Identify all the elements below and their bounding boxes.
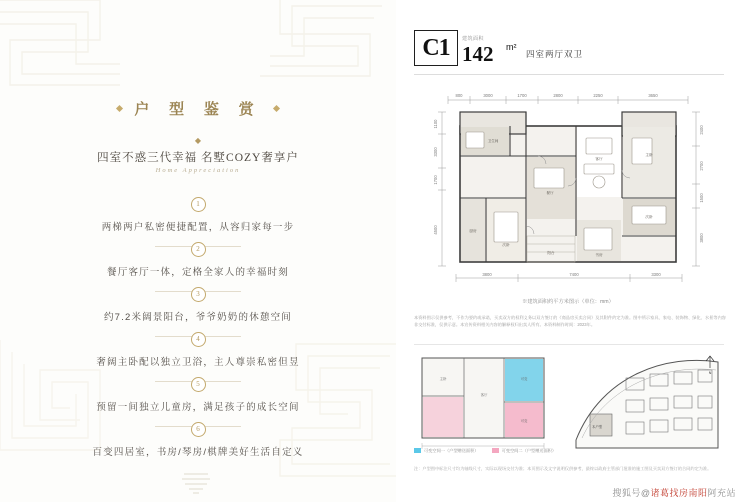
feature-text: 预留一间独立儿童房，满足孩子的成长空间 xyxy=(96,402,300,413)
svg-text:2800: 2800 xyxy=(553,93,563,98)
unit-code-box xyxy=(414,30,458,66)
svg-text:1100: 1100 xyxy=(433,119,438,129)
svg-text:可变: 可变 xyxy=(520,377,528,381)
watermark-suffix: 阿充站 xyxy=(707,488,736,498)
unit-code-text: C1 xyxy=(422,34,450,61)
feature-number: 3 xyxy=(191,287,206,302)
sub-diamond-icon: ◆ xyxy=(194,136,202,145)
svg-text:主卧: 主卧 xyxy=(439,377,447,381)
svg-text:800: 800 xyxy=(455,93,463,98)
feature-text: 百变四居室，书房/琴房/棋牌美好生活自定义 xyxy=(92,447,304,458)
area-unit: m² xyxy=(506,42,517,52)
floor-plan-drawing xyxy=(426,86,710,296)
svg-text:2250: 2250 xyxy=(593,93,603,98)
plan-caption: ※建筑面积约平方米图示（单位：mm） xyxy=(522,299,614,305)
svg-text:3000: 3000 xyxy=(483,93,493,98)
area-label: 建筑面积 xyxy=(462,36,485,42)
svg-text:1700: 1700 xyxy=(517,93,527,98)
section-divider xyxy=(414,344,724,345)
feature-number: 6 xyxy=(191,422,206,437)
svg-text:次卧: 次卧 xyxy=(502,243,510,247)
legend-label-variant-1: 可变空间一（户型赠送面积） xyxy=(424,448,479,453)
feature-number: 4 xyxy=(191,332,206,347)
svg-text:3800: 3800 xyxy=(699,233,704,243)
disclaimer-text: 本资料图示仅供参考，不作为要约或承诺，买卖双方的权利义务以双方签订的《商品房买卖合同》及其附件约定为准。图中所示家具、家电、装饰物、绿化、水景等内容非交付标准，仅供示意。本宣传资料相关内容的解释权归出卖人所有。本资料制作时间：2023年。 xyxy=(414,315,726,327)
svg-text:1500: 1500 xyxy=(699,193,704,203)
svg-text:1700: 1700 xyxy=(433,175,438,185)
right-panel xyxy=(396,0,740,502)
feature-item xyxy=(0,418,396,458)
area-value: 142 xyxy=(462,42,494,66)
feature-text: 奢阔主卧配以独立卫浴，主人尊崇私密但昱 xyxy=(96,357,300,368)
variant-plan-diagram xyxy=(414,352,559,462)
legend xyxy=(414,448,556,454)
svg-text:3300: 3300 xyxy=(433,147,438,157)
headline-text: 四室不惑三代幸福 名墅COZY奢享户 xyxy=(97,152,299,164)
svg-text:卫生间: 卫生间 xyxy=(487,139,499,143)
svg-text:客厅: 客厅 xyxy=(595,157,603,161)
svg-text:餐厅: 餐厅 xyxy=(546,191,554,195)
svg-text:书房: 书房 xyxy=(595,253,603,257)
feature-number: 1 xyxy=(191,197,206,212)
svg-text:2700: 2700 xyxy=(699,161,704,171)
feature-text: 约7.2米阔景阳台，爷爷奶奶的休憩空间 xyxy=(103,312,292,323)
svg-text:厨房: 厨房 xyxy=(469,229,477,233)
svg-text:4500: 4500 xyxy=(433,225,438,235)
svg-text:3800: 3800 xyxy=(482,272,492,277)
svg-text:N: N xyxy=(708,371,712,375)
site-layout-diagram xyxy=(572,352,724,462)
diamond-icon-left xyxy=(116,105,123,112)
brand-logo-icon xyxy=(176,470,216,496)
legend-label-variant-2: 可变空间二（户型赠送面积） xyxy=(501,448,557,453)
svg-text:3300: 3300 xyxy=(651,272,661,277)
watermark xyxy=(612,486,736,499)
svg-text:阳台: 阳台 xyxy=(547,251,555,255)
feature-number: 5 xyxy=(191,377,206,392)
room-config-text: 四室两厅双卫 xyxy=(526,49,584,59)
section-title xyxy=(0,98,396,119)
watermark-prefix: 搜狐号@ xyxy=(612,488,651,498)
watermark-highlight: 诸葛找房南阳 xyxy=(650,488,708,498)
feature-text: 餐厅客厅一体，定格全家人的幸福时刻 xyxy=(107,267,289,278)
svg-text:客厅: 客厅 xyxy=(480,393,488,397)
legend-swatch-variant-1 xyxy=(414,448,421,453)
svg-text:可变: 可变 xyxy=(520,419,528,423)
svg-text:3650: 3650 xyxy=(648,93,658,98)
diamond-icon-right xyxy=(273,105,280,112)
header-divider xyxy=(414,74,724,75)
svg-text:次卧: 次卧 xyxy=(645,215,653,219)
svg-text:主卧: 主卧 xyxy=(645,153,653,157)
svg-text:7400: 7400 xyxy=(569,272,579,277)
footer-note: 注：户型图中标注尺寸均为轴线尺寸，实际以现场交付为准；本页图示及文字说明仅供参考，最终以政府主管部门批准的施工图及买卖双方签订的合同约定为准。 xyxy=(414,466,712,471)
svg-text:2400: 2400 xyxy=(699,125,704,135)
legend-swatch-variant-2 xyxy=(492,448,499,453)
section-title-text: 户 型 鉴 赏 xyxy=(134,102,262,118)
feature-text: 两梯两户私密便捷配置，从容归家每一步 xyxy=(101,222,295,233)
feature-number: 2 xyxy=(191,242,206,257)
svg-text:本户型: 本户型 xyxy=(592,425,603,429)
headline-en-text: Home Appreciation xyxy=(155,167,241,174)
